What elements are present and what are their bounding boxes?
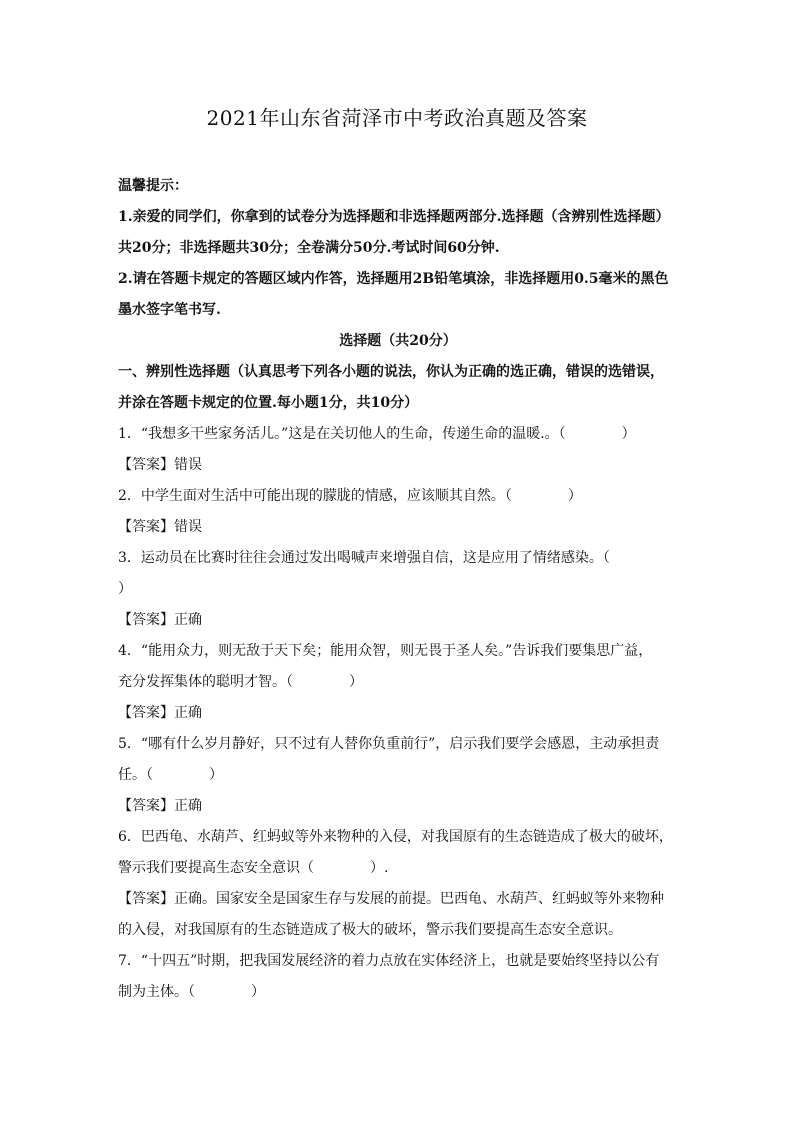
tips-heading: 温馨提示： [118, 178, 188, 194]
question-text: 制为主体。（ ） [118, 984, 265, 1000]
answer-text: 【答案】正确 [118, 612, 202, 628]
tip-line: 1.亲爱的同学们，你拿到的试卷分为选择题和非选择题两部分.选择题（含辨别性选择题） [118, 209, 670, 225]
tip-line: 共20分；非选择题共30分；全卷满分50分.考试时间60分钟. [118, 240, 500, 256]
answer-text: 【答案】正确。国家安全是国家生存与发展的前提。巴西龟、水葫芦、红蚂蚁等外来物种 [118, 891, 664, 907]
document-title: 2021年山东省菏泽市中考政治真题及答案 [206, 106, 588, 130]
answer-text: 【答案】错误 [118, 457, 202, 473]
question-text: 3．运动员在比赛时往往会通过发出喝喊声来增强自信，这是应用了情绪感染。（ [118, 550, 610, 566]
answer-text: 【答案】正确 [118, 798, 202, 814]
question-text: 4．“能用众力，则无敌于天下矣；能用众智，则无畏于圣人矣。”告诉我们要集思广益， [118, 643, 653, 659]
part-heading: 一、辨别性选择题（认真思考下列各小题的说法，你认为正确的选正确，错误的选错误， [118, 364, 664, 380]
question-text: 任。（ ） [118, 767, 223, 783]
question-text: 警示我们要提高生态安全意识（ ）. [118, 860, 389, 876]
question-text: ） [118, 581, 132, 597]
question-text: 1．“我想多干些家务活儿。”这是在关切他人的生命，传递生命的温暖.。（ ） [118, 426, 636, 442]
question-text: 6．巴西龟、水葫芦、红蚂蚁等外来物种的入侵，对我国原有的生态链造成了极大的破坏， [118, 829, 673, 845]
answer-text: 【答案】错误 [118, 519, 202, 535]
answer-text: 【答案】正确 [118, 705, 202, 721]
question-text: 2．中学生面对生活中可能出现的朦胧的情感，应该顺其自然。（ ） [118, 488, 582, 504]
question-text: 7．“十四五”时期，把我国发展经济的着力点放在实体经济上，也就是要始终坚持以公有 [118, 953, 660, 969]
tip-line: 墨水签字笔书写. [118, 302, 221, 318]
question-text: 5．“哪有什么岁月静好，只不过有人替你负重前行”，启示我们要学会感恩，主动承担责 [118, 736, 660, 752]
tip-line: 2.请在答题卡规定的答题区域内作答，选择题用2B铅笔填涂，非选择题用0.5毫米的黑色 [118, 271, 669, 287]
question-text: 充分发挥集体的聪明才智。（ ） [118, 674, 363, 690]
document-body [118, 174, 678, 1011]
answer-text: 的入侵，对我国原有的生态链造成了极大的破坏，警示我们要提高生态安全意识。 [118, 922, 622, 938]
section-title: 选择题（共20分） [339, 333, 457, 349]
part-heading: 并涂在答题卡规定的位置.每小题1分，共10分） [118, 395, 419, 411]
